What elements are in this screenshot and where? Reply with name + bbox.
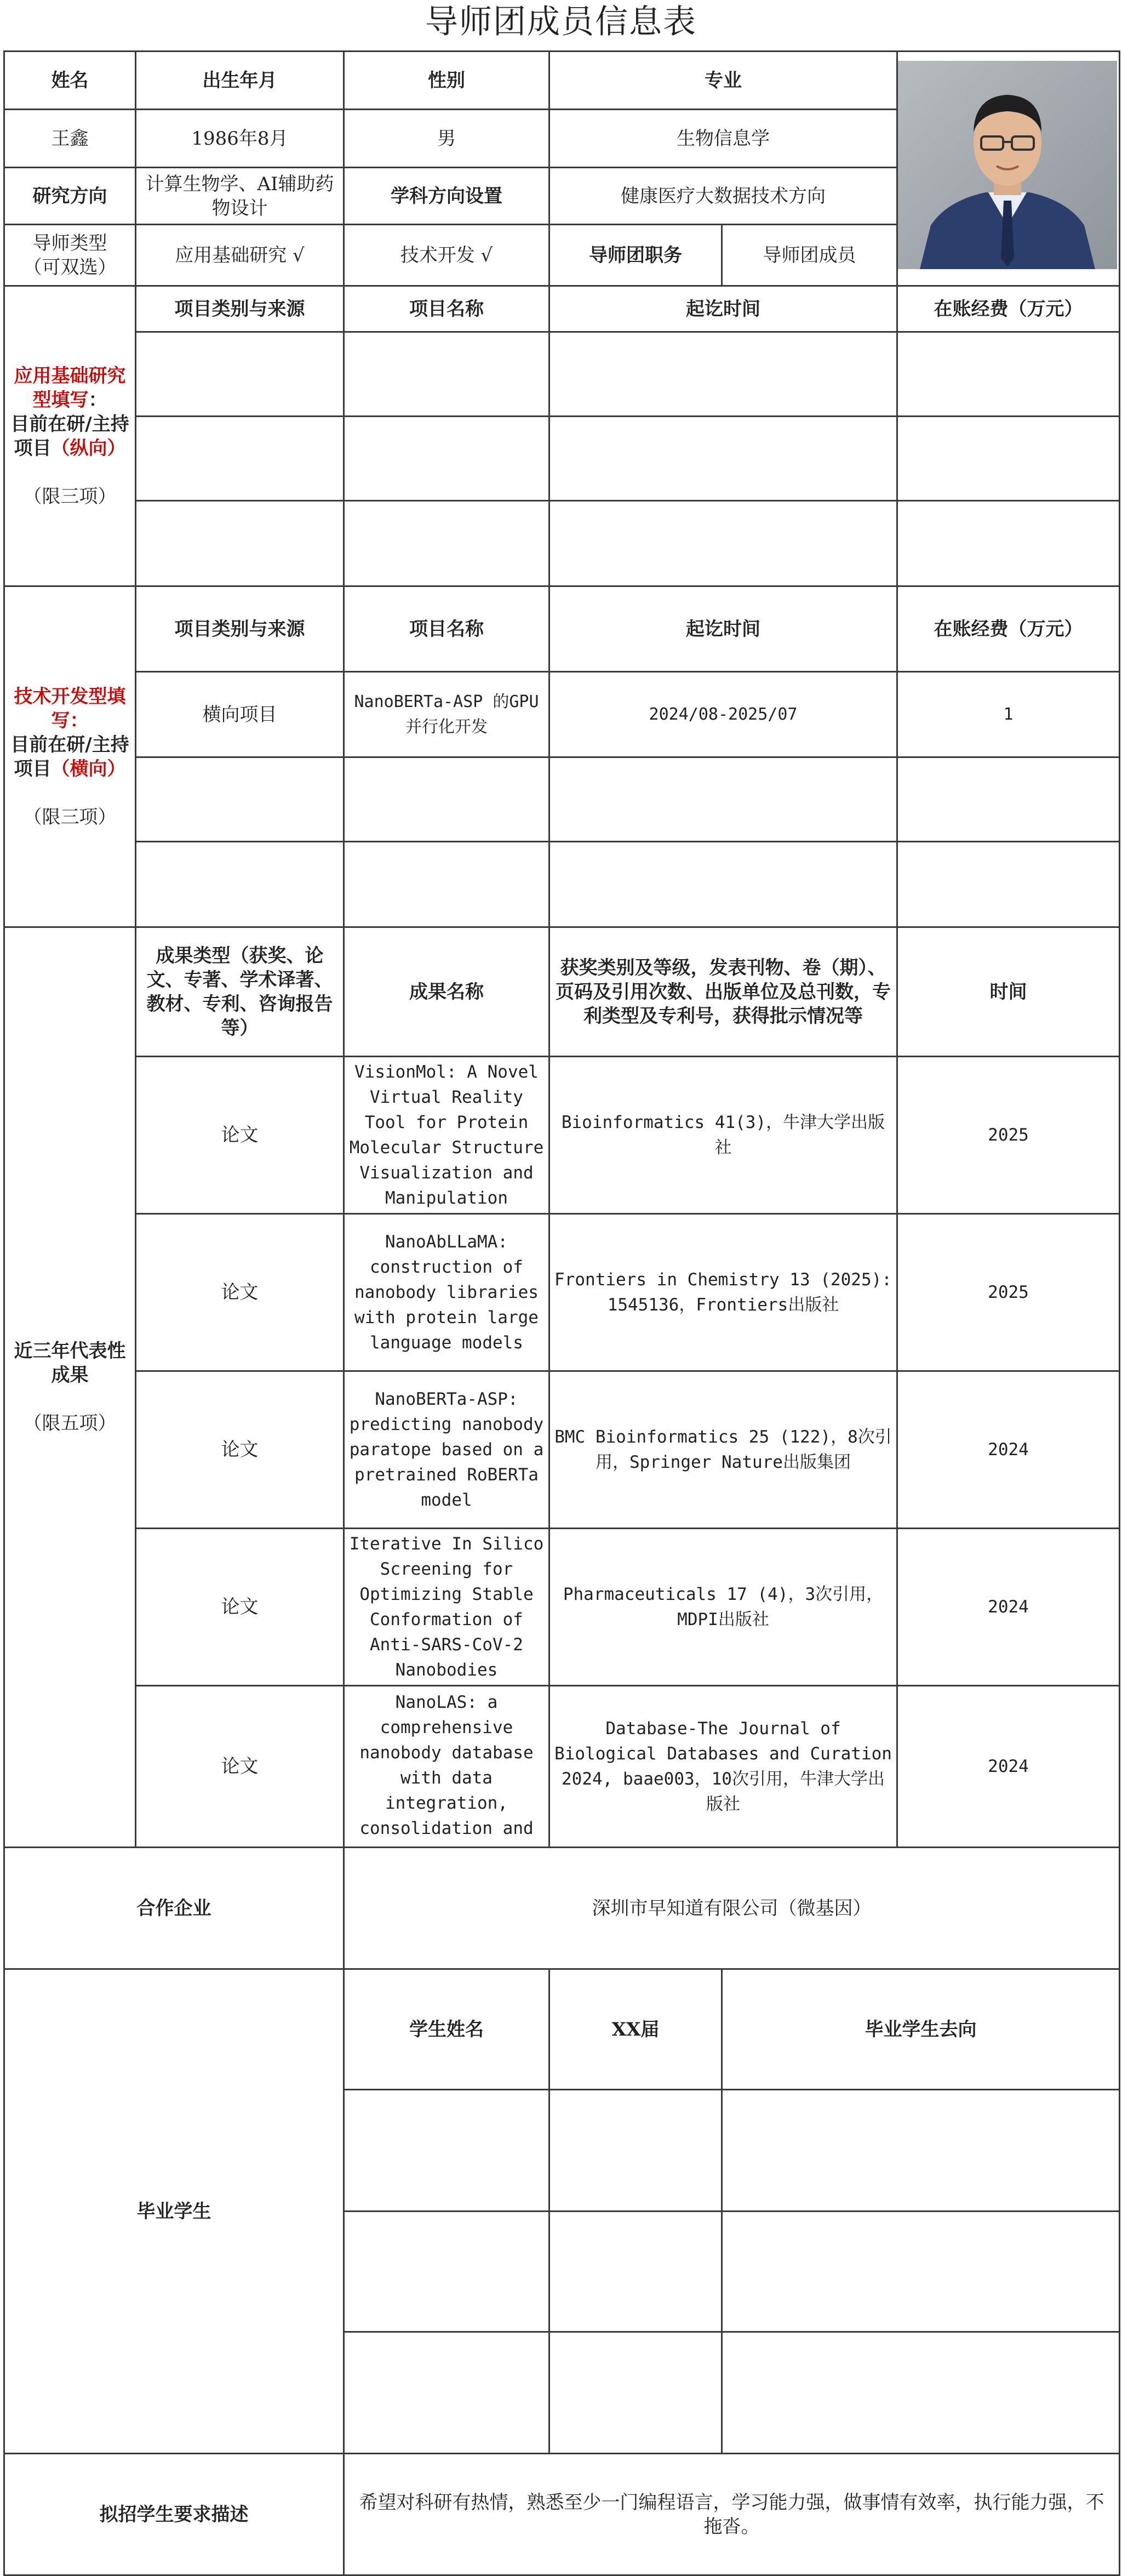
achievements-side-text: 近三年代表性成果: [14, 1340, 126, 1386]
table-cell: [136, 842, 344, 927]
achievements-side-label: [4, 927, 136, 1848]
table-cell: [722, 2332, 1120, 2454]
partner-label: 合作企业: [4, 1848, 344, 1969]
major-value: 生物信息学: [549, 110, 897, 168]
table-cell: [136, 757, 344, 842]
tech-dev-header: 项目类别与来源: [136, 586, 344, 672]
requirements-label: 拟招学生要求描述: [4, 2454, 344, 2575]
table-row: [4, 417, 1120, 501]
birth-value: 1986年8月: [136, 110, 344, 168]
table-cell: [344, 2090, 549, 2212]
basic-research-limit: （限三项）: [23, 485, 117, 508]
tech-dev-header: 起讫时间: [549, 586, 897, 672]
tech-dev-header: 在账经费（万元）: [897, 586, 1120, 672]
table-cell: NanoAbLLaMA: construction of nanobody libraries with protein large language models: [344, 1214, 549, 1371]
name-value: 王鑫: [4, 110, 136, 168]
mentor-type-label-line2: （可双选）: [23, 256, 117, 278]
mentor-type-label: [4, 225, 136, 286]
achievements-limit: （限五项）: [23, 1412, 117, 1434]
table-cell: [549, 757, 897, 842]
table-row: [4, 1214, 1120, 1371]
table-cell: Bioinformatics 41(3)，牛津大学出版社: [549, 1057, 897, 1214]
mentor-info-table: [3, 50, 1120, 2576]
basic-research-header: 起讫时间: [549, 286, 897, 332]
table-cell: 2025: [897, 1057, 1120, 1214]
table-cell: [549, 501, 897, 586]
mentor-type-label-line1: 导师类型: [32, 232, 107, 254]
table-cell: [549, 2212, 722, 2332]
truncated-text: NanoLAS: a comprehensive nanobody database with data integration, consolidation and: [359, 1692, 534, 1838]
table-cell: [136, 501, 344, 586]
requirements-text: 希望对科研有热情，熟悉至少一门编程语言，学习能力强，做事情有效率，执行能力强，不拖沓。: [344, 2454, 1120, 2575]
basic-research-side-red2: （纵向）: [51, 437, 126, 459]
achievements-header: 成果类型（获奖、论文、专著、学术译著、教材、专利、咨询报告等）: [136, 927, 344, 1057]
table-row: [4, 842, 1120, 927]
table-cell: NanoBERTa-ASP: predicting nanobody paratope based on a pretrained RoBERTa model: [344, 1371, 549, 1529]
table-cell: 1: [897, 672, 1120, 757]
basic-research-header: 项目名称: [344, 286, 549, 332]
photo-cell: [897, 52, 1120, 286]
table-cell: 2024: [897, 1529, 1120, 1686]
graduates-header: 学生姓名: [344, 1969, 549, 2090]
table-cell: 2024/08-2025/07: [549, 672, 897, 757]
research-value: 计算生物学、AI辅助药物设计: [136, 168, 344, 225]
graduates-label: 毕业学生: [4, 1969, 344, 2454]
table-cell: 论文: [136, 1057, 344, 1214]
achievements-header: 时间: [897, 927, 1120, 1057]
table-cell: [897, 332, 1120, 417]
table-cell: [722, 2090, 1120, 2212]
tech-dev-side-red2: （横向）: [51, 757, 126, 780]
table-cell: [136, 332, 344, 417]
basic-research-side-label: [4, 286, 136, 586]
table-cell: 论文: [136, 1214, 344, 1371]
duty-value: 导师团成员: [722, 225, 897, 286]
table-cell: [897, 501, 1120, 586]
table-row: [4, 332, 1120, 417]
table-cell: [344, 332, 549, 417]
table-cell: NanoBERTa-ASP 的GPU并行化开发: [344, 672, 549, 757]
table-cell: [549, 332, 897, 417]
tech-dev-side-label: [4, 586, 136, 927]
graduates-header: 毕业学生去向: [722, 1969, 1120, 2090]
table-cell: 2024: [897, 1371, 1120, 1529]
basic-research-side-black: 目前在研/主持项目: [10, 413, 129, 459]
tech-dev-header: 项目名称: [344, 586, 549, 672]
basic-research-header: 项目类别与来源: [136, 286, 344, 332]
table-cell: Pharmaceuticals 17 (4)，3次引用，MDPI出版社: [549, 1529, 897, 1686]
table-cell: [897, 417, 1120, 501]
graduates-header: XX届: [549, 1969, 722, 2090]
mentor-type-option-basic: 应用基础研究 √: [136, 225, 344, 286]
table-row: [4, 672, 1120, 757]
page-title: 导师团成员信息表: [425, 3, 697, 41]
table-row: [4, 1057, 1120, 1214]
table-cell: [897, 842, 1120, 927]
basic-research-side-red: 应用基础研究型填写: [14, 364, 126, 411]
table-row: [4, 1529, 1120, 1686]
table-cell: [344, 2332, 549, 2454]
table-cell: Database-The Journal of Biological Databases and Curation 2024, baae003，10次引用，牛津大学出版社: [549, 1686, 897, 1848]
table-cell: [897, 757, 1120, 842]
gender-label: 性别: [344, 52, 549, 110]
duty-label: 导师团职务: [549, 225, 722, 286]
basic-research-header: 在账经费（万元）: [897, 286, 1120, 332]
table-cell: [344, 757, 549, 842]
table-cell: [549, 2332, 722, 2454]
birth-label: 出生年月: [136, 52, 344, 110]
partner-value: 深圳市早知道有限公司（微基因）: [344, 1848, 1120, 1969]
table-cell: [344, 842, 549, 927]
table-cell: [344, 417, 549, 501]
table-cell: 论文: [136, 1686, 344, 1848]
tech-dev-side-black: 目前在研/主持项目: [10, 733, 129, 780]
tech-dev-side-red: 技术开发型填写: [14, 685, 126, 732]
table-row: [4, 1371, 1120, 1529]
table-cell: [344, 501, 549, 586]
basic-research-side-colon: ：: [88, 389, 107, 411]
table-cell: Frontiers in Chemistry 13 (2025): 1545136，Frontiers出版社: [549, 1214, 897, 1371]
mentor-type-option-tech: 技术开发 √: [344, 225, 549, 286]
table-cell: [549, 2090, 722, 2212]
research-label: 研究方向: [4, 168, 136, 225]
table-cell: [344, 2212, 549, 2332]
table-cell: 论文: [136, 1529, 344, 1686]
table-cell: [722, 2212, 1120, 2332]
table-row: [4, 757, 1120, 842]
tech-dev-limit: （限三项）: [23, 806, 117, 828]
table-cell: BMC Bioinformatics 25 (122)，8次引用，Springer Nature出版集团: [549, 1371, 897, 1529]
major-label: 专业: [549, 52, 897, 110]
table-cell: [549, 417, 897, 501]
table-cell: 横向项目: [136, 672, 344, 757]
table-cell: 2024: [897, 1686, 1120, 1848]
table-row: [4, 501, 1120, 586]
achievements-header: 成果名称: [344, 927, 549, 1057]
table-cell: [136, 417, 344, 501]
table-cell: VisionMol: A Novel Virtual Reality Tool for Protein Molecular Structure Visualization and Manipulation: [344, 1057, 549, 1214]
achievements-header: 获奖类别及等级，发表刊物、卷（期）、页码及引用次数、出版单位及总刊数，专利类型及专利号，获得批示情况等: [549, 927, 897, 1057]
table-cell: 论文: [136, 1371, 344, 1529]
name-label: 姓名: [4, 52, 136, 110]
discipline-label: 学科方向设置: [344, 168, 549, 225]
portrait-photo: [898, 61, 1117, 269]
discipline-value: 健康医疗大数据技术方向: [549, 168, 897, 225]
table-cell: 2025: [897, 1214, 1120, 1371]
tech-dev-side-colon: ：: [70, 709, 89, 732]
table-cell: Iterative In Silico Screening for Optimizing Stable Conformation of Anti-SARS-CoV-2 Nanobodies: [344, 1529, 549, 1686]
gender-value: 男: [344, 110, 549, 168]
table-cell: [549, 842, 897, 927]
table-cell: [344, 1686, 549, 1848]
table-row: [4, 1686, 1120, 1848]
